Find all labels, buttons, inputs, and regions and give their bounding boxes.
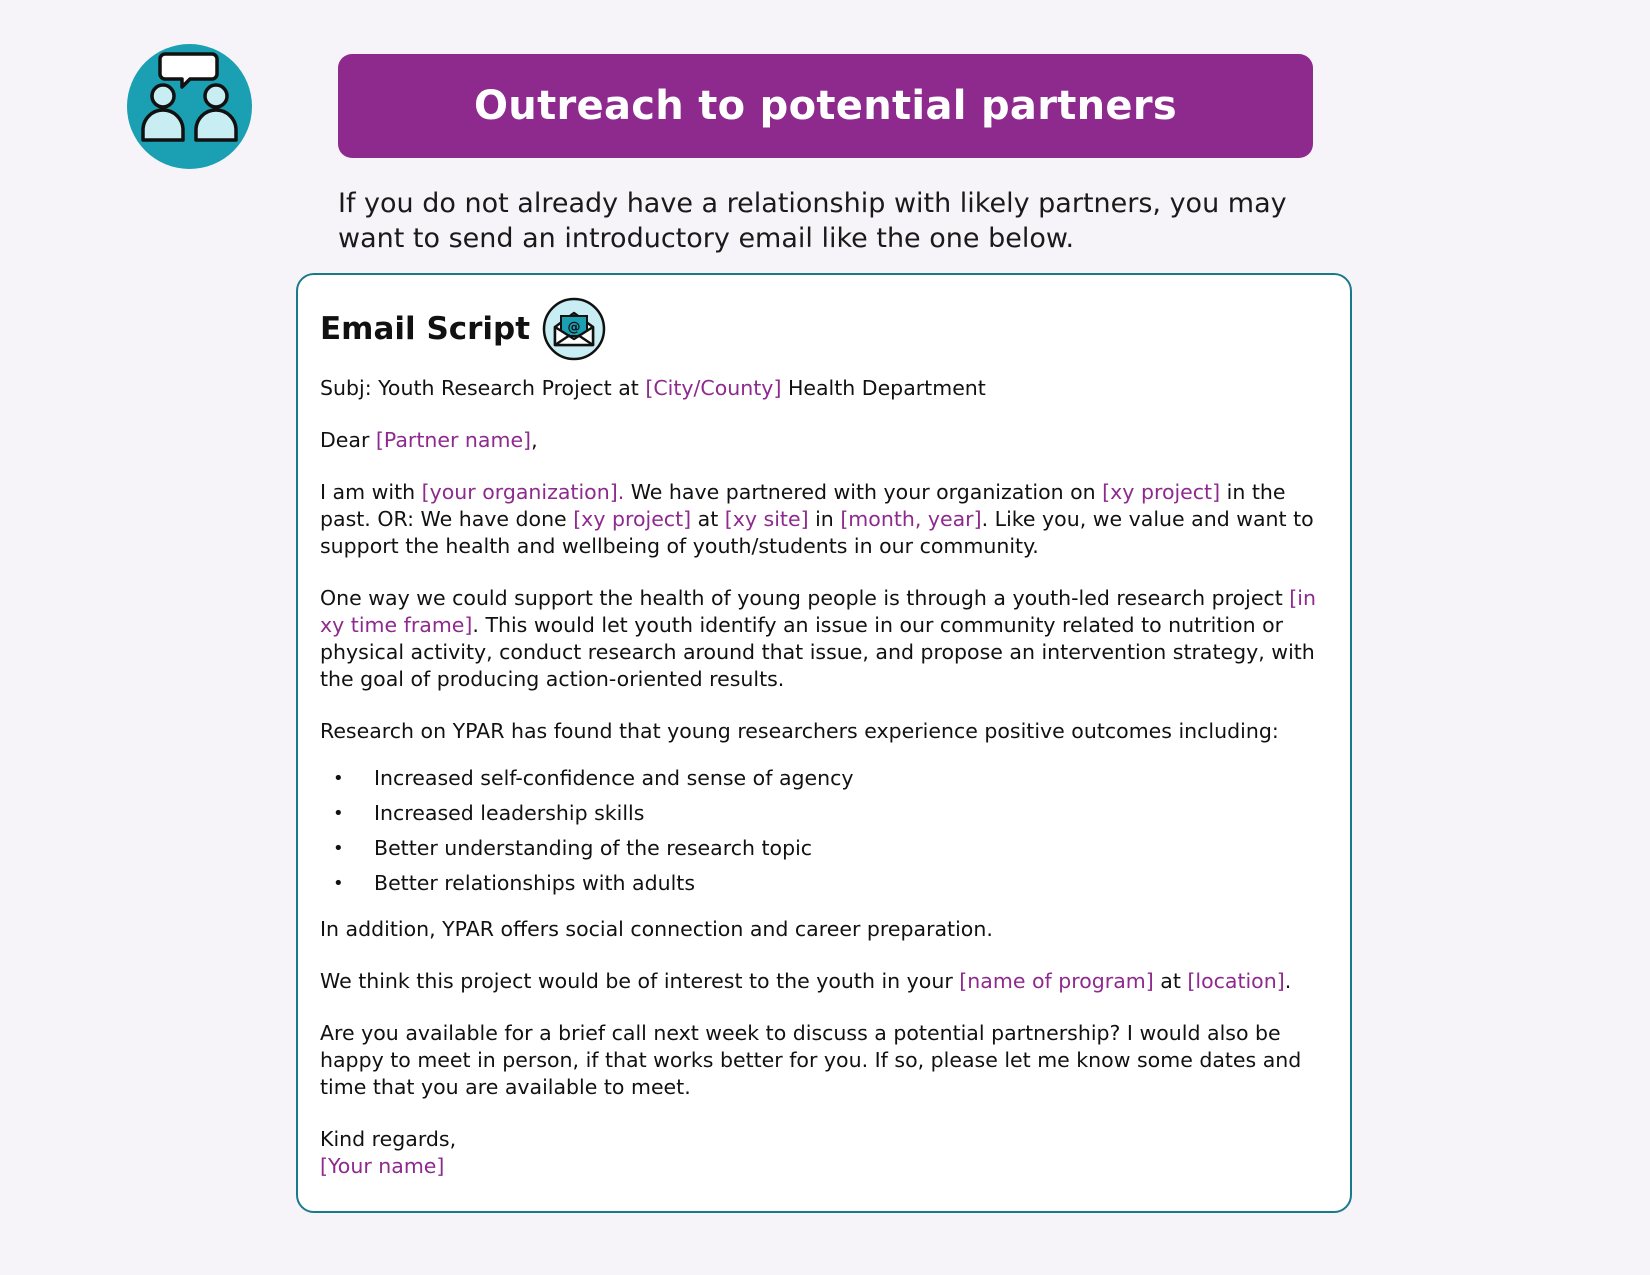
people-conversation-icon [127, 44, 252, 169]
greeting-text: Dear [320, 428, 376, 452]
title-banner [338, 54, 1313, 158]
paragraph-call-request: Are you available for a brief call next week to discuss a potential partnership? I would also be happy to meet in person, if that works better for you. If so, please let me know some dates and time that you are available to meet. [320, 1021, 1302, 1099]
card-title: Email Script [320, 311, 531, 347]
email-subject-line [320, 375, 1330, 402]
paragraph-program-interest [320, 968, 1330, 995]
placeholder-time-frame: [in xy time frame] [320, 586, 1316, 637]
closing-text: Kind regards, [320, 1127, 457, 1151]
text: . [1284, 969, 1292, 993]
outcomes-list [320, 761, 1330, 901]
subject-text: Subj: Youth Research Project at [320, 376, 646, 400]
placeholder-project: [xy project] [573, 507, 692, 531]
placeholder-organization: [your organization]. [421, 480, 625, 504]
text: in the past. OR: We have done [320, 480, 1286, 531]
paragraph-introduction [320, 479, 1330, 560]
text: in [808, 507, 841, 531]
text: at [1153, 969, 1188, 993]
open-envelope-at-icon [542, 297, 606, 361]
text: at [691, 507, 725, 531]
list-item: • Better relationships with adults [320, 866, 1330, 901]
text: We have partnered with your organization on [624, 480, 1103, 504]
page-title: Outreach to potential partners [473, 83, 1177, 129]
greeting-suffix: , [531, 428, 538, 452]
text: One way we could support the health of young people is through a youth-led research project [320, 586, 1290, 610]
placeholder-city: [City/County] [645, 376, 782, 400]
email-body [320, 375, 1330, 1180]
subject-suffix: Health Department [781, 376, 986, 400]
placeholder-site: [xy site] [724, 507, 809, 531]
svg-text:@: @ [567, 320, 581, 335]
paragraph-research-outcomes: Research on YPAR has found that young researchers experience positive outcomes including: [320, 719, 1279, 743]
placeholder-project: [xy project] [1102, 480, 1221, 504]
list-item: • Better understanding of the research topic [320, 831, 1330, 866]
text: I am with [320, 480, 422, 504]
placeholder-your-name: [Your name] [320, 1154, 445, 1178]
paragraph-project-description [320, 585, 1330, 693]
card-header [320, 295, 1330, 363]
list-item: • Increased leadership skills [320, 796, 1330, 831]
list-item: • Increased self-confidence and sense of agency [320, 761, 1330, 796]
text: . This would let youth identify an issue in our community related to nutrition or physical activity, conduct research around that issue, and propose an intervention strategy, with the goal of producing action-oriented results. [320, 613, 1315, 691]
intro-text: If you do not already have a relationship with likely partners, you may want to send an introductory email like the one below. [338, 188, 1287, 254]
text: . Like you, we value and want to support the health and wellbeing of youth/students in our community. [320, 507, 1314, 558]
email-greeting [320, 427, 1330, 454]
email-script-card [296, 273, 1352, 1213]
paragraph-additional-benefits: In addition, YPAR offers social connection and career preparation. [320, 917, 993, 941]
placeholder-partner-name: [Partner name] [375, 428, 532, 452]
placeholder-location: [location] [1187, 969, 1285, 993]
text: We think this project would be of interest to the youth in your [320, 969, 960, 993]
placeholder-month-year: [month, year] [840, 507, 982, 531]
placeholder-program-name: [name of program] [959, 969, 1154, 993]
email-signoff [320, 1126, 1330, 1180]
